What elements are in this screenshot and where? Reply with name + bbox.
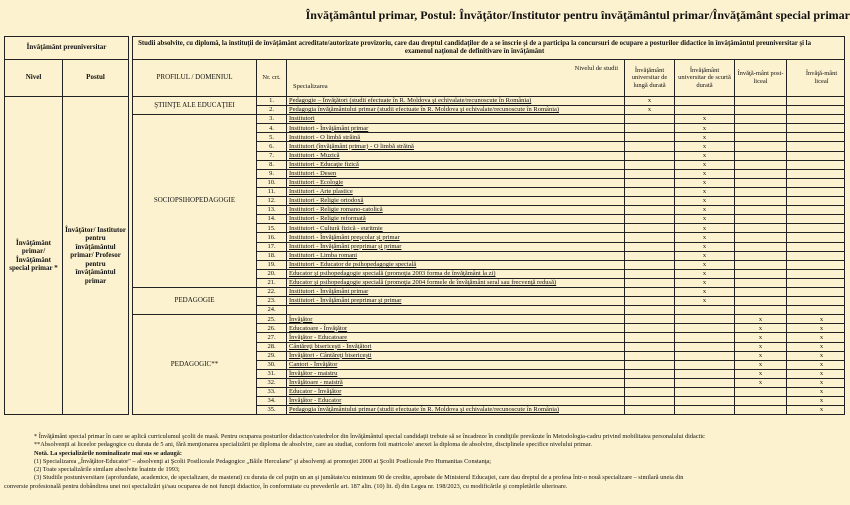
- row-number: 26.: [257, 324, 287, 333]
- mark-postliceal: [735, 406, 787, 415]
- mark-liceal: [787, 215, 845, 224]
- row-number: 3.: [257, 115, 287, 124]
- row-number: 29.: [257, 351, 287, 360]
- mark-scurta: x: [675, 215, 735, 224]
- mark-postliceal: [735, 297, 787, 306]
- mark-postliceal: x: [735, 360, 787, 369]
- row-number: 28.: [257, 342, 287, 351]
- row-number: 34.: [257, 397, 287, 406]
- mark-scurta: [675, 342, 735, 351]
- mark-lunga: [625, 378, 675, 387]
- specializations-table: [4, 36, 845, 415]
- mark-postliceal: [735, 251, 787, 260]
- mark-postliceal: [735, 278, 787, 287]
- header-row: [5, 37, 845, 60]
- mark-postliceal: [735, 178, 787, 187]
- nivel-cell: Învăţământ primar/ Învăţământ special primar *: [5, 97, 63, 415]
- mark-liceal: x: [787, 397, 845, 406]
- mark-lunga: [625, 206, 675, 215]
- mark-scurta: x: [675, 206, 735, 215]
- row-number: 12.: [257, 197, 287, 206]
- mark-liceal: [787, 124, 845, 133]
- mark-lunga: [625, 360, 675, 369]
- mark-liceal: [787, 187, 845, 196]
- row-specializare: Învăţător - maistru: [287, 369, 625, 378]
- mark-postliceal: [735, 206, 787, 215]
- mark-lunga: [625, 233, 675, 242]
- mark-scurta: x: [675, 160, 735, 169]
- footnote-line: * Învăţământ special primar în care se aplică curriculumul şcolii de masă. Pentru ocuparea posturilor didactice/catedrelor din învăţământul special candidaţii trebuie să se încadreze în condiţiile prevăzute în Metodologia-cadru privind mobilitatea personalului didactic: [34, 433, 705, 440]
- mark-lunga: [625, 342, 675, 351]
- mark-postliceal: x: [735, 351, 787, 360]
- footnotes: [4, 433, 824, 491]
- row-specializare: Institutori - Religie romano-catolică: [287, 206, 625, 215]
- profile-stiinte: ŞTIINŢE ALE EDUCAŢIEI: [133, 97, 257, 115]
- row-specializare: Institutori - Învăţământ primar: [287, 287, 625, 296]
- mark-lunga: [625, 242, 675, 251]
- row-specializare: Educator şi psihopedagogie specială (promoţia 2003 forma de învăţământ la zi): [287, 269, 625, 278]
- row-specializare: Institutori - Învăţământ preşcolar şi primar: [287, 233, 625, 242]
- mark-liceal: [787, 133, 845, 142]
- header-liceal: Învăţă-mânt liceal: [787, 60, 845, 97]
- header-studii: Studii absolvite, cu diplomă, la instituţii de învăţământ acreditate/autorizate provizoriu, care dau dreptul candidaţilor de a se înscrie şi de a participa la concursuri de ocupare a posturilor didactice în învăţământul preuniversitar şi la examenul naţional de definitivare în învăţământ: [133, 37, 845, 60]
- mark-postliceal: [735, 151, 787, 160]
- mark-lunga: [625, 369, 675, 378]
- mark-liceal: [787, 287, 845, 296]
- mark-lunga: [625, 269, 675, 278]
- row-specializare: Învăţător - Educatoare: [287, 333, 625, 342]
- mark-liceal: [787, 142, 845, 151]
- row-specializare: Institutori - Limba romani: [287, 251, 625, 260]
- mark-scurta: x: [675, 224, 735, 233]
- mark-liceal: x: [787, 369, 845, 378]
- profile-pedagogie: PEDAGOGIE: [133, 287, 257, 314]
- profile-socio: SOCIOPSIHOPEDAGOGIE: [133, 115, 257, 288]
- row-number: 13.: [257, 206, 287, 215]
- header-postul: Postul: [63, 60, 129, 97]
- mark-scurta: [675, 106, 735, 115]
- mark-postliceal: [735, 242, 787, 251]
- profile-pedagogic: PEDAGOGIC**: [133, 315, 257, 415]
- mark-postliceal: [735, 169, 787, 178]
- mark-lunga: [625, 315, 675, 324]
- row-specializare: Învăţători - Cântăreţi bisericeşti: [287, 351, 625, 360]
- mark-scurta: x: [675, 260, 735, 269]
- footnote-line: conversie profesională pentru dobândirea unei noi specializări şi/sau ocuparea de noi funcţii didactice, în conformitate cu prevederile art. 187 alin. (10) lit. d) din Legea nr. 198/2023, cu modificările şi completările ulterioare.: [4, 482, 568, 490]
- mark-scurta: x: [675, 197, 735, 206]
- row-number: 4.: [257, 124, 287, 133]
- row-number: 22.: [257, 287, 287, 296]
- mark-scurta: [675, 306, 735, 315]
- header-preuniversitar: Învăţământ preuniversitar: [5, 37, 129, 60]
- mark-scurta: x: [675, 287, 735, 296]
- row-specializare: Institutori - Ecologie: [287, 178, 625, 187]
- header-lunga: Învăţământ universitar de lungă durată: [625, 60, 675, 97]
- header-profil: PROFILUL / DOMENIUL: [133, 60, 257, 97]
- row-number: 16.: [257, 233, 287, 242]
- mark-scurta: [675, 388, 735, 397]
- row-specializare: Institutori - Cultură fizică - euritmie: [287, 224, 625, 233]
- row-number: 15.: [257, 224, 287, 233]
- mark-postliceal: x: [735, 324, 787, 333]
- mark-liceal: x: [787, 406, 845, 415]
- mark-liceal: [787, 297, 845, 306]
- row-number: 1.: [257, 97, 287, 106]
- mark-scurta: [675, 351, 735, 360]
- mark-lunga: [625, 333, 675, 342]
- mark-scurta: x: [675, 187, 735, 196]
- row-specializare: [287, 306, 625, 315]
- footnote-line: (3) Studiile postuniversitare (aprofundate, academice, de specializare, de masterat) cu durata de cel puţin un an şi jumătate/cu minimum 90 de credite, aprobate de Ministerul Educaţiei, care dau dreptul de a profesa într-o nouă specializare – similară uneia din: [34, 474, 684, 482]
- row-number: 33.: [257, 388, 287, 397]
- mark-postliceal: [735, 115, 787, 124]
- footnote-line: **Absolvenţii ai liceelor pedagogice cu durata de 5 ani, fără menţionarea specializării pe diploma de absolvire, care au studiat, conform foii matricole/ anexei la diploma de absolvire, disciplinele specifice nivelului primar.: [34, 441, 592, 449]
- row-number: 35.: [257, 406, 287, 415]
- row-specializare: Institutori - Religie reformată: [287, 215, 625, 224]
- row-number: 2.: [257, 106, 287, 115]
- row-specializare: Educatoare - Învăţător: [287, 324, 625, 333]
- mark-liceal: [787, 242, 845, 251]
- row-number: 31.: [257, 369, 287, 378]
- mark-postliceal: [735, 306, 787, 315]
- mark-postliceal: [735, 287, 787, 296]
- row-specializare: Institutori - Învăţământ primar: [287, 124, 625, 133]
- mark-lunga: [625, 351, 675, 360]
- mark-lunga: x: [625, 106, 675, 115]
- row-specializare: Pedagogia învăţământului primar (studii efectuate în R. Moldova şi echivalate/recunoscute în România): [287, 406, 625, 415]
- header-specializarea-label: Specializarea: [293, 83, 328, 90]
- mark-lunga: [625, 306, 675, 315]
- header-nivel: Nivel: [5, 60, 63, 97]
- mark-scurta: x: [675, 115, 735, 124]
- row-number: 17.: [257, 242, 287, 251]
- mark-liceal: [787, 206, 845, 215]
- mark-liceal: x: [787, 333, 845, 342]
- mark-lunga: [625, 224, 675, 233]
- row-number: 11.: [257, 187, 287, 196]
- mark-postliceal: [735, 224, 787, 233]
- mark-liceal: [787, 233, 845, 242]
- row-number: 21.: [257, 278, 287, 287]
- mark-liceal: x: [787, 378, 845, 387]
- row-number: 23.: [257, 297, 287, 306]
- row-specializare: Institutori - O limbă străină: [287, 133, 625, 142]
- row-number: 9.: [257, 169, 287, 178]
- mark-lunga: [625, 197, 675, 206]
- mark-postliceal: [735, 215, 787, 224]
- row-number: 6.: [257, 142, 287, 151]
- header-postliceal: Învăţă-mânt post-liceal: [735, 60, 787, 97]
- row-specializare: Învăţătoare - maistră: [287, 378, 625, 387]
- header-specializarea: [287, 60, 625, 97]
- row-specializare: Institutori - Arte plastice: [287, 187, 625, 196]
- mark-scurta: [675, 397, 735, 406]
- page-title: Învăţământul primar, Postul: Învăţător/Institutor pentru învăţământul primar/Învăţământ special primar: [305, 8, 850, 22]
- row-specializare: Educator şi psihopedagogie specială (promoţia 2004 formele de învăţământ seral sau frecvenţă redusă): [287, 278, 625, 287]
- mark-scurta: [675, 360, 735, 369]
- mark-liceal: [787, 269, 845, 278]
- row-specializare: Învăţător: [287, 315, 625, 324]
- mark-liceal: x: [787, 388, 845, 397]
- row-specializare: Institutori: [287, 115, 625, 124]
- mark-scurta: [675, 369, 735, 378]
- mark-lunga: [625, 287, 675, 296]
- row-specializare: Institutori - Religie ortodoxă: [287, 197, 625, 206]
- mark-scurta: x: [675, 178, 735, 187]
- row-specializare: Institutori - Educaţie fizică: [287, 160, 625, 169]
- mark-scurta: x: [675, 124, 735, 133]
- mark-liceal: x: [787, 342, 845, 351]
- mark-postliceal: [735, 260, 787, 269]
- mark-lunga: [625, 388, 675, 397]
- mark-lunga: [625, 251, 675, 260]
- mark-lunga: [625, 178, 675, 187]
- footnote-line: (2) Toate specializările similare absolvite înainte de 1993;: [34, 466, 180, 474]
- row-number: 19.: [257, 260, 287, 269]
- mark-postliceal: [735, 388, 787, 397]
- mark-lunga: [625, 397, 675, 406]
- mark-liceal: [787, 306, 845, 315]
- mark-lunga: [625, 215, 675, 224]
- row-specializare: Pedagogie – Învăţători (studii efectuate în R. Moldova şi echivalate/recunoscute în România): [287, 97, 625, 106]
- mark-lunga: [625, 169, 675, 178]
- row-number: 24.: [257, 306, 287, 315]
- row-specializare: Pedagogia învăţământului primar (studii efectuate în R. Moldova şi echivalate/recunoscute în România): [287, 106, 625, 115]
- row-specializare: Institutori - Învăţământ preprimar şi primar: [287, 297, 625, 306]
- row-number: 5.: [257, 133, 287, 142]
- mark-postliceal: [735, 197, 787, 206]
- mark-postliceal: x: [735, 315, 787, 324]
- row-specializare: Institutori - Desen: [287, 169, 625, 178]
- mark-liceal: x: [787, 351, 845, 360]
- mark-scurta: x: [675, 169, 735, 178]
- mark-postliceal: [735, 124, 787, 133]
- mark-scurta: [675, 97, 735, 106]
- header-scurta: Învăţământ universitar de scurtă durată: [675, 60, 735, 97]
- row-number: 8.: [257, 160, 287, 169]
- mark-postliceal: x: [735, 342, 787, 351]
- mark-lunga: [625, 142, 675, 151]
- mark-liceal: [787, 106, 845, 115]
- row-specializare: Institutori (învăţământ primar) - O limbă străină: [287, 142, 625, 151]
- postul-cell: Învăţător/ Institutor pentru învăţământul primar/ Profesor pentru învăţământul primar: [63, 97, 129, 415]
- row-number: 14.: [257, 215, 287, 224]
- mark-scurta: x: [675, 251, 735, 260]
- mark-scurta: x: [675, 278, 735, 287]
- mark-liceal: [787, 278, 845, 287]
- mark-scurta: [675, 324, 735, 333]
- mark-scurta: [675, 378, 735, 387]
- row-number: 30.: [257, 360, 287, 369]
- mark-liceal: [787, 260, 845, 269]
- mark-lunga: [625, 124, 675, 133]
- row-specializare: Institutori - Educator de psihopedagogie specială: [287, 260, 625, 269]
- mark-scurta: [675, 315, 735, 324]
- mark-scurta: x: [675, 133, 735, 142]
- mark-lunga: x: [625, 97, 675, 106]
- mark-postliceal: [735, 269, 787, 278]
- mark-lunga: [625, 324, 675, 333]
- mark-liceal: [787, 115, 845, 124]
- mark-scurta: x: [675, 233, 735, 242]
- mark-lunga: [625, 406, 675, 415]
- mark-postliceal: x: [735, 378, 787, 387]
- row-specializare: Învăţător - Educator: [287, 397, 625, 406]
- mark-scurta: x: [675, 242, 735, 251]
- mark-liceal: x: [787, 315, 845, 324]
- header-nr: Nr. crt.: [257, 60, 287, 97]
- mark-postliceal: [735, 187, 787, 196]
- mark-postliceal: x: [735, 369, 787, 378]
- row-number: 27.: [257, 333, 287, 342]
- mark-lunga: [625, 115, 675, 124]
- mark-scurta: x: [675, 269, 735, 278]
- mark-postliceal: [735, 106, 787, 115]
- mark-liceal: [787, 178, 845, 187]
- mark-scurta: x: [675, 151, 735, 160]
- row-number: 20.: [257, 269, 287, 278]
- mark-liceal: [787, 197, 845, 206]
- mark-liceal: x: [787, 360, 845, 369]
- row-specializare: Cântăreţi bisericeşti - Învăţători: [287, 342, 625, 351]
- mark-scurta: x: [675, 297, 735, 306]
- mark-lunga: [625, 260, 675, 269]
- mark-liceal: [787, 251, 845, 260]
- mark-liceal: [787, 160, 845, 169]
- mark-lunga: [625, 133, 675, 142]
- row-number: 18.: [257, 251, 287, 260]
- row-number: 10.: [257, 178, 287, 187]
- mark-postliceal: [735, 142, 787, 151]
- mark-scurta: x: [675, 142, 735, 151]
- row-specializare: Institutori - Muzică: [287, 151, 625, 160]
- mark-lunga: [625, 278, 675, 287]
- row-number: 7.: [257, 151, 287, 160]
- row-specializare: Educator - Învăţător: [287, 388, 625, 397]
- mark-postliceal: x: [735, 333, 787, 342]
- header-nivel-studii: Nivelul de studii: [574, 65, 619, 73]
- mark-postliceal: [735, 160, 787, 169]
- row-specializare: Cantori - Învăţător: [287, 360, 625, 369]
- row-number: 32.: [257, 378, 287, 387]
- mark-lunga: [625, 151, 675, 160]
- row-specializare: Institutori - Învăţământ preprimar şi primar: [287, 242, 625, 251]
- footnote-line: (1) Specializarea „Învăţător-Educator" – absolvenţi ai Şcolii Postliceale Pedagogice „Băile Herculane" şi absolvenţi ai promoţiei 2000 ai Şcolii Postliceale Pro Humanitas Constanţa;: [34, 457, 492, 465]
- mark-postliceal: [735, 233, 787, 242]
- mark-liceal: [787, 151, 845, 160]
- mark-postliceal: [735, 97, 787, 106]
- mark-lunga: [625, 160, 675, 169]
- mark-liceal: [787, 97, 845, 106]
- mark-lunga: [625, 297, 675, 306]
- row-number: 25.: [257, 315, 287, 324]
- mark-liceal: [787, 169, 845, 178]
- mark-liceal: [787, 224, 845, 233]
- mark-scurta: [675, 333, 735, 342]
- mark-lunga: [625, 187, 675, 196]
- mark-postliceal: [735, 397, 787, 406]
- footnote-line: Notă. La specializările nominalizate mai sus se adaugă:: [34, 449, 182, 457]
- mark-postliceal: [735, 133, 787, 142]
- mark-scurta: [675, 406, 735, 415]
- mark-liceal: x: [787, 324, 845, 333]
